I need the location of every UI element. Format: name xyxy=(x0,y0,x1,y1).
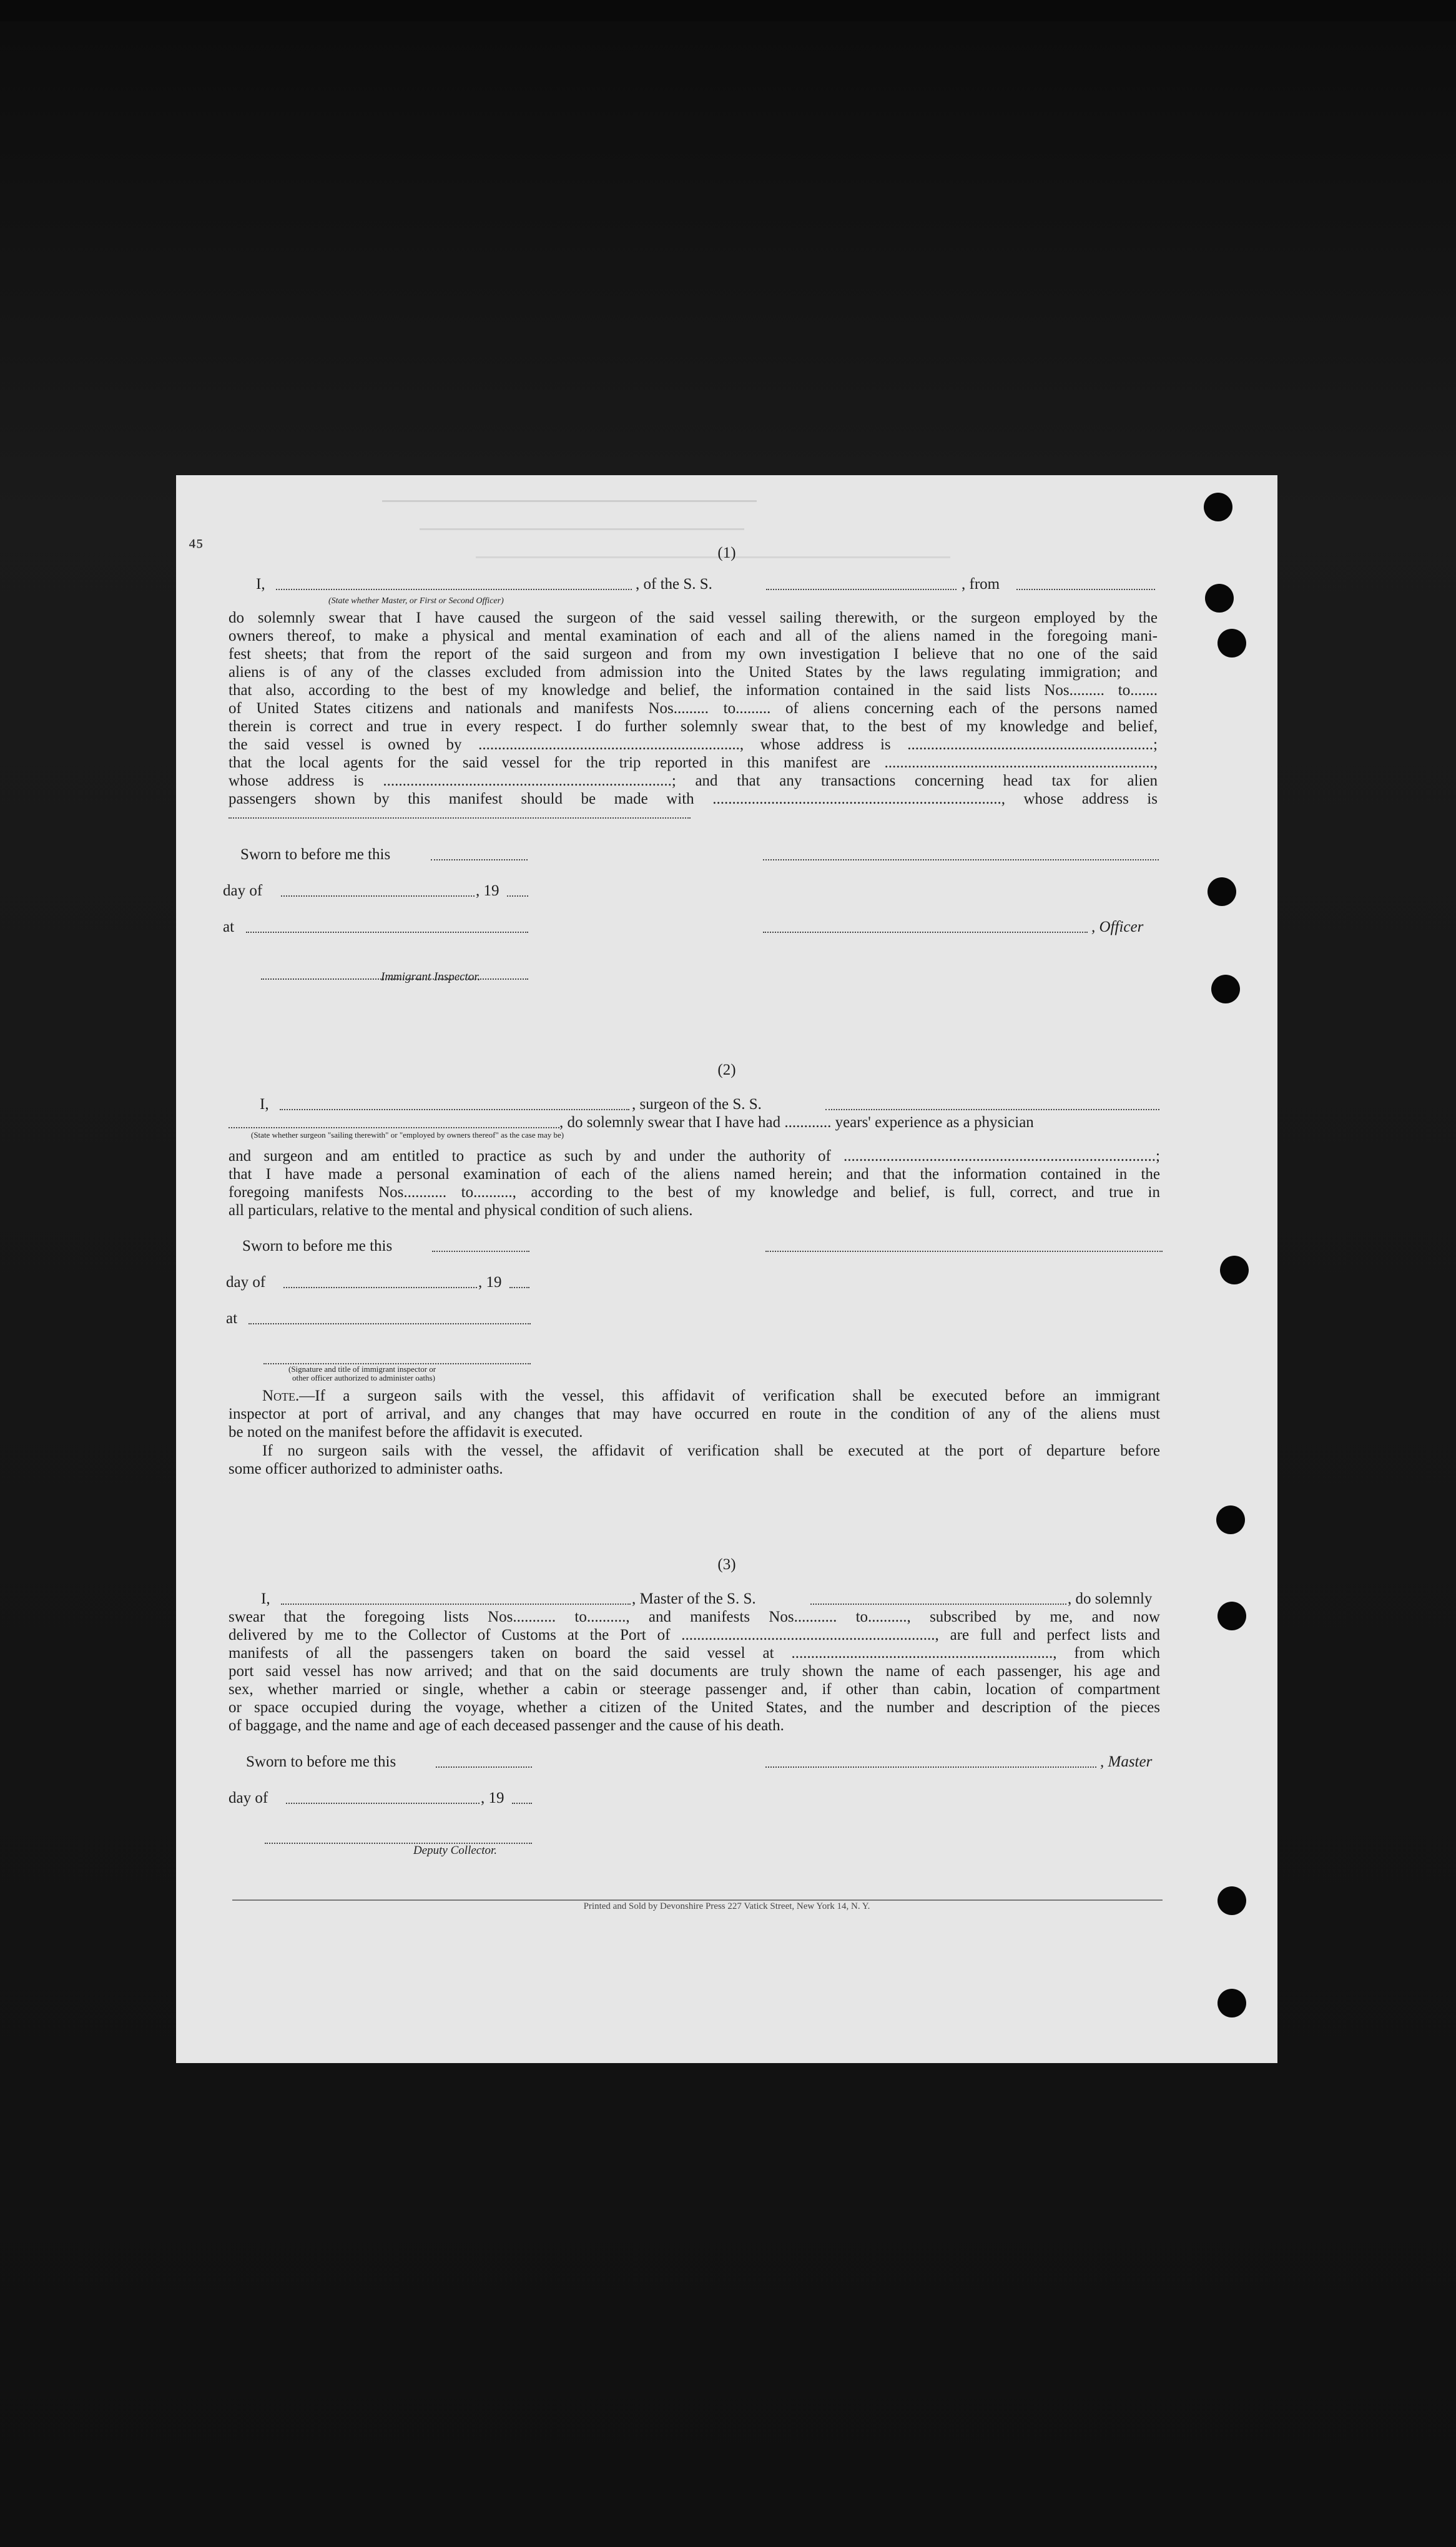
address-field[interactable] xyxy=(229,805,691,819)
collector-label: Deputy Collector. xyxy=(413,1844,498,1857)
s1-line: therein is correct and true in every respect. I do further solemnly swear that, to the best of my knowledge and belief, xyxy=(229,718,1158,735)
sworn-date-field[interactable] xyxy=(436,1754,532,1768)
i-label: I, xyxy=(261,1590,270,1607)
year-field[interactable] xyxy=(507,883,528,897)
at-place-field[interactable] xyxy=(246,919,528,933)
year-field[interactable] xyxy=(509,1274,529,1288)
sworn-label: Sworn to before me this xyxy=(242,1238,393,1254)
surgeon-signature-field[interactable] xyxy=(765,1238,1163,1252)
punch-hole xyxy=(1204,493,1232,521)
note-line xyxy=(262,1387,1160,1405)
sig-note: other officer authorized to administer oaths) xyxy=(292,1373,435,1382)
day-of-label: day of xyxy=(229,1790,268,1806)
punch-hole xyxy=(1220,1256,1249,1284)
punch-hole xyxy=(1217,629,1246,658)
section-1-number: (1) xyxy=(717,544,736,561)
s3-line: swear that the foregoing lists Nos........... to.........., and manifests Nos........... to.........., subscribed by me, and now xyxy=(229,1609,1160,1625)
collector-signature-field[interactable] xyxy=(265,1830,532,1844)
ship-name-field[interactable] xyxy=(810,1591,1066,1605)
note-label: Note. xyxy=(262,1387,300,1404)
scanner-top-bar xyxy=(0,0,1456,21)
master-label: , Master xyxy=(1100,1753,1153,1770)
s1-line: of United States citizens and nationals and manifests Nos......... to......... of aliens concerning each of the persons named xyxy=(229,700,1158,717)
at-label: at xyxy=(226,1310,238,1327)
sworn-label: Sworn to before me this xyxy=(240,846,391,863)
at-label: at xyxy=(223,919,235,935)
s1-line: that also, according to the best of my knowledge and belief, the information contained in the said lists Nos......... to....... xyxy=(229,682,1158,699)
officer-name-field[interactable] xyxy=(276,576,632,590)
sworn-date-field[interactable] xyxy=(432,1238,529,1252)
note-line: inspector at port of arrival, and any changes that may have occurred en route in the condition of any of the aliens must xyxy=(229,1406,1160,1422)
note-text: —If a surgeon sails with the vessel, this affidavit of verification shall be executed before an immigrant xyxy=(299,1387,1160,1404)
do-solemnly-label: , do solemnly xyxy=(1068,1590,1153,1607)
day-field[interactable] xyxy=(283,1274,477,1288)
s3-line: or space occupied during the voyage, whether a citizen of the United States, and the number and description of the pieces xyxy=(229,1699,1160,1716)
note-line: some officer authorized to administer oaths. xyxy=(229,1461,503,1477)
handwritten-mark: ⁴⁵ xyxy=(189,535,204,558)
officer-title-field[interactable] xyxy=(763,919,1088,933)
at-place-field[interactable] xyxy=(248,1311,531,1324)
s2-line: and surgeon and am entitled to practice as such by and under the authority of ................................................................................; xyxy=(229,1148,1160,1165)
sig-note: (Signature and title of immigrant inspector or xyxy=(288,1364,436,1374)
s1-line: fest sheets; that from the report of the said surgeon and from my own investigation I believe that no one of the said xyxy=(229,646,1158,663)
s1-line: do solemnly swear that I have caused the surgeon of the said vessel sailing therewith, or the surgeon employed by the xyxy=(229,609,1158,626)
s1-line: passengers shown by this manifest should be made with .........................................................................., whose address is xyxy=(229,791,1158,807)
swear-text: , do solemnly swear that I have had ............ years' experience as a physician xyxy=(559,1114,1034,1131)
section-2-number: (2) xyxy=(717,1062,736,1078)
surgeon-type-field[interactable] xyxy=(229,1115,559,1128)
from-port-field[interactable] xyxy=(1016,576,1155,590)
section-2 xyxy=(176,1061,1277,1079)
day-of-label: day of xyxy=(223,882,263,899)
surgeon-name-field[interactable] xyxy=(280,1096,629,1110)
manifest-page xyxy=(176,475,1277,2063)
s2-line: all particulars, relative to the mental and physical condition of such aliens. xyxy=(229,1202,693,1219)
s1-line: owners thereof, to make a physical and mental examination of each and all of the aliens named in the foregoing mani- xyxy=(229,628,1158,644)
printer-footer: Printed and Sold by Devonshire Press 227 Vatick Street, New York 14, N. Y. xyxy=(583,1901,870,1911)
s3-line: of baggage, and the name and age of each deceased passenger and the cause of his death. xyxy=(229,1717,784,1734)
ship-name-field[interactable] xyxy=(825,1096,1159,1110)
ship-name-field[interactable] xyxy=(766,576,957,590)
section-1 xyxy=(176,544,1277,562)
i-label: I, xyxy=(260,1096,269,1113)
from-label: , from xyxy=(962,576,1000,593)
day-of-label: day of xyxy=(226,1274,266,1291)
year-label: , 19 xyxy=(481,1790,504,1806)
s3-line: manifests of all the passengers taken on board the said vessel at ..................................................................., from which xyxy=(229,1645,1160,1662)
surgeon-of-label: , surgeon of the S. S. xyxy=(632,1096,762,1113)
day-field[interactable] xyxy=(281,883,475,897)
sworn-label: Sworn to before me this xyxy=(246,1753,396,1770)
punch-hole xyxy=(1211,975,1240,1003)
section-3-number: (3) xyxy=(717,1556,736,1573)
section-3 xyxy=(176,1555,1277,1574)
s2-line: foregoing manifests Nos........... to.........., according to the best of my knowledge and belief, is full, correct, and true in xyxy=(229,1184,1160,1201)
officer-signature-field[interactable] xyxy=(763,847,1159,860)
s1-line: that the local agents for the said vessel for the trip reported in this manifest are ....................................................................., xyxy=(229,754,1158,771)
officer-label: , Officer xyxy=(1091,919,1144,935)
s1-line: the said vessel is owned by ..................................................................., whose address is ...............................................................; xyxy=(229,736,1158,753)
inspector-signature-field[interactable] xyxy=(263,1351,531,1364)
punch-hole xyxy=(1217,1602,1246,1630)
inspector-label: Immigrant Inspector. xyxy=(381,970,481,983)
punch-hole xyxy=(1205,584,1234,613)
punch-hole xyxy=(1216,1505,1245,1534)
year-label: , 19 xyxy=(478,1274,502,1291)
s1-line: aliens is of any of the classes excluded from admission into the United States by the laws regulating immigration; and xyxy=(229,664,1158,681)
footer-rule xyxy=(232,1899,1163,1901)
punch-hole xyxy=(1217,1989,1246,2017)
day-field[interactable] xyxy=(286,1790,480,1804)
s3-line: port said vessel has now arrived; and that on the said documents are truly shown the name of each passenger, his age and xyxy=(229,1663,1160,1680)
s2-line: that I have made a personal examination of each of the aliens named herein; and that the information contained in the xyxy=(229,1166,1160,1183)
s3-line: sex, whether married or single, whether a cabin or steerage passenger and, if other than cabin, location of compartment xyxy=(229,1681,1160,1698)
s3-line: delivered by me to the Collector of Customs at the Port of ................................................................., are full and perfect lists and xyxy=(229,1627,1160,1643)
punch-hole xyxy=(1208,877,1236,906)
master-of-label: , Master of the S. S. xyxy=(632,1590,756,1607)
master-name-field[interactable] xyxy=(281,1591,631,1605)
of-ss-label: , of the S. S. xyxy=(636,576,712,593)
sworn-date-field[interactable] xyxy=(431,847,528,860)
officer-note: (State whether Master, or First or Second Officer) xyxy=(328,596,504,606)
surgeon-note: (State whether surgeon "sailing therewith" or "employed by owners thereof" as the case may be) xyxy=(251,1130,564,1140)
year-label: , 19 xyxy=(476,882,499,899)
s1-line: whose address is ..........................................................................; and that any transactions concerning head tax for alien xyxy=(229,772,1158,789)
note-line: If no surgeon sails with the vessel, the affidavit of verification shall be executed at the port of departure before xyxy=(262,1442,1160,1459)
year-field[interactable] xyxy=(512,1790,532,1804)
i-label: I, xyxy=(256,576,265,593)
note-line: be noted on the manifest before the affidavit is executed. xyxy=(229,1424,583,1441)
master-signature-field[interactable] xyxy=(765,1754,1096,1768)
